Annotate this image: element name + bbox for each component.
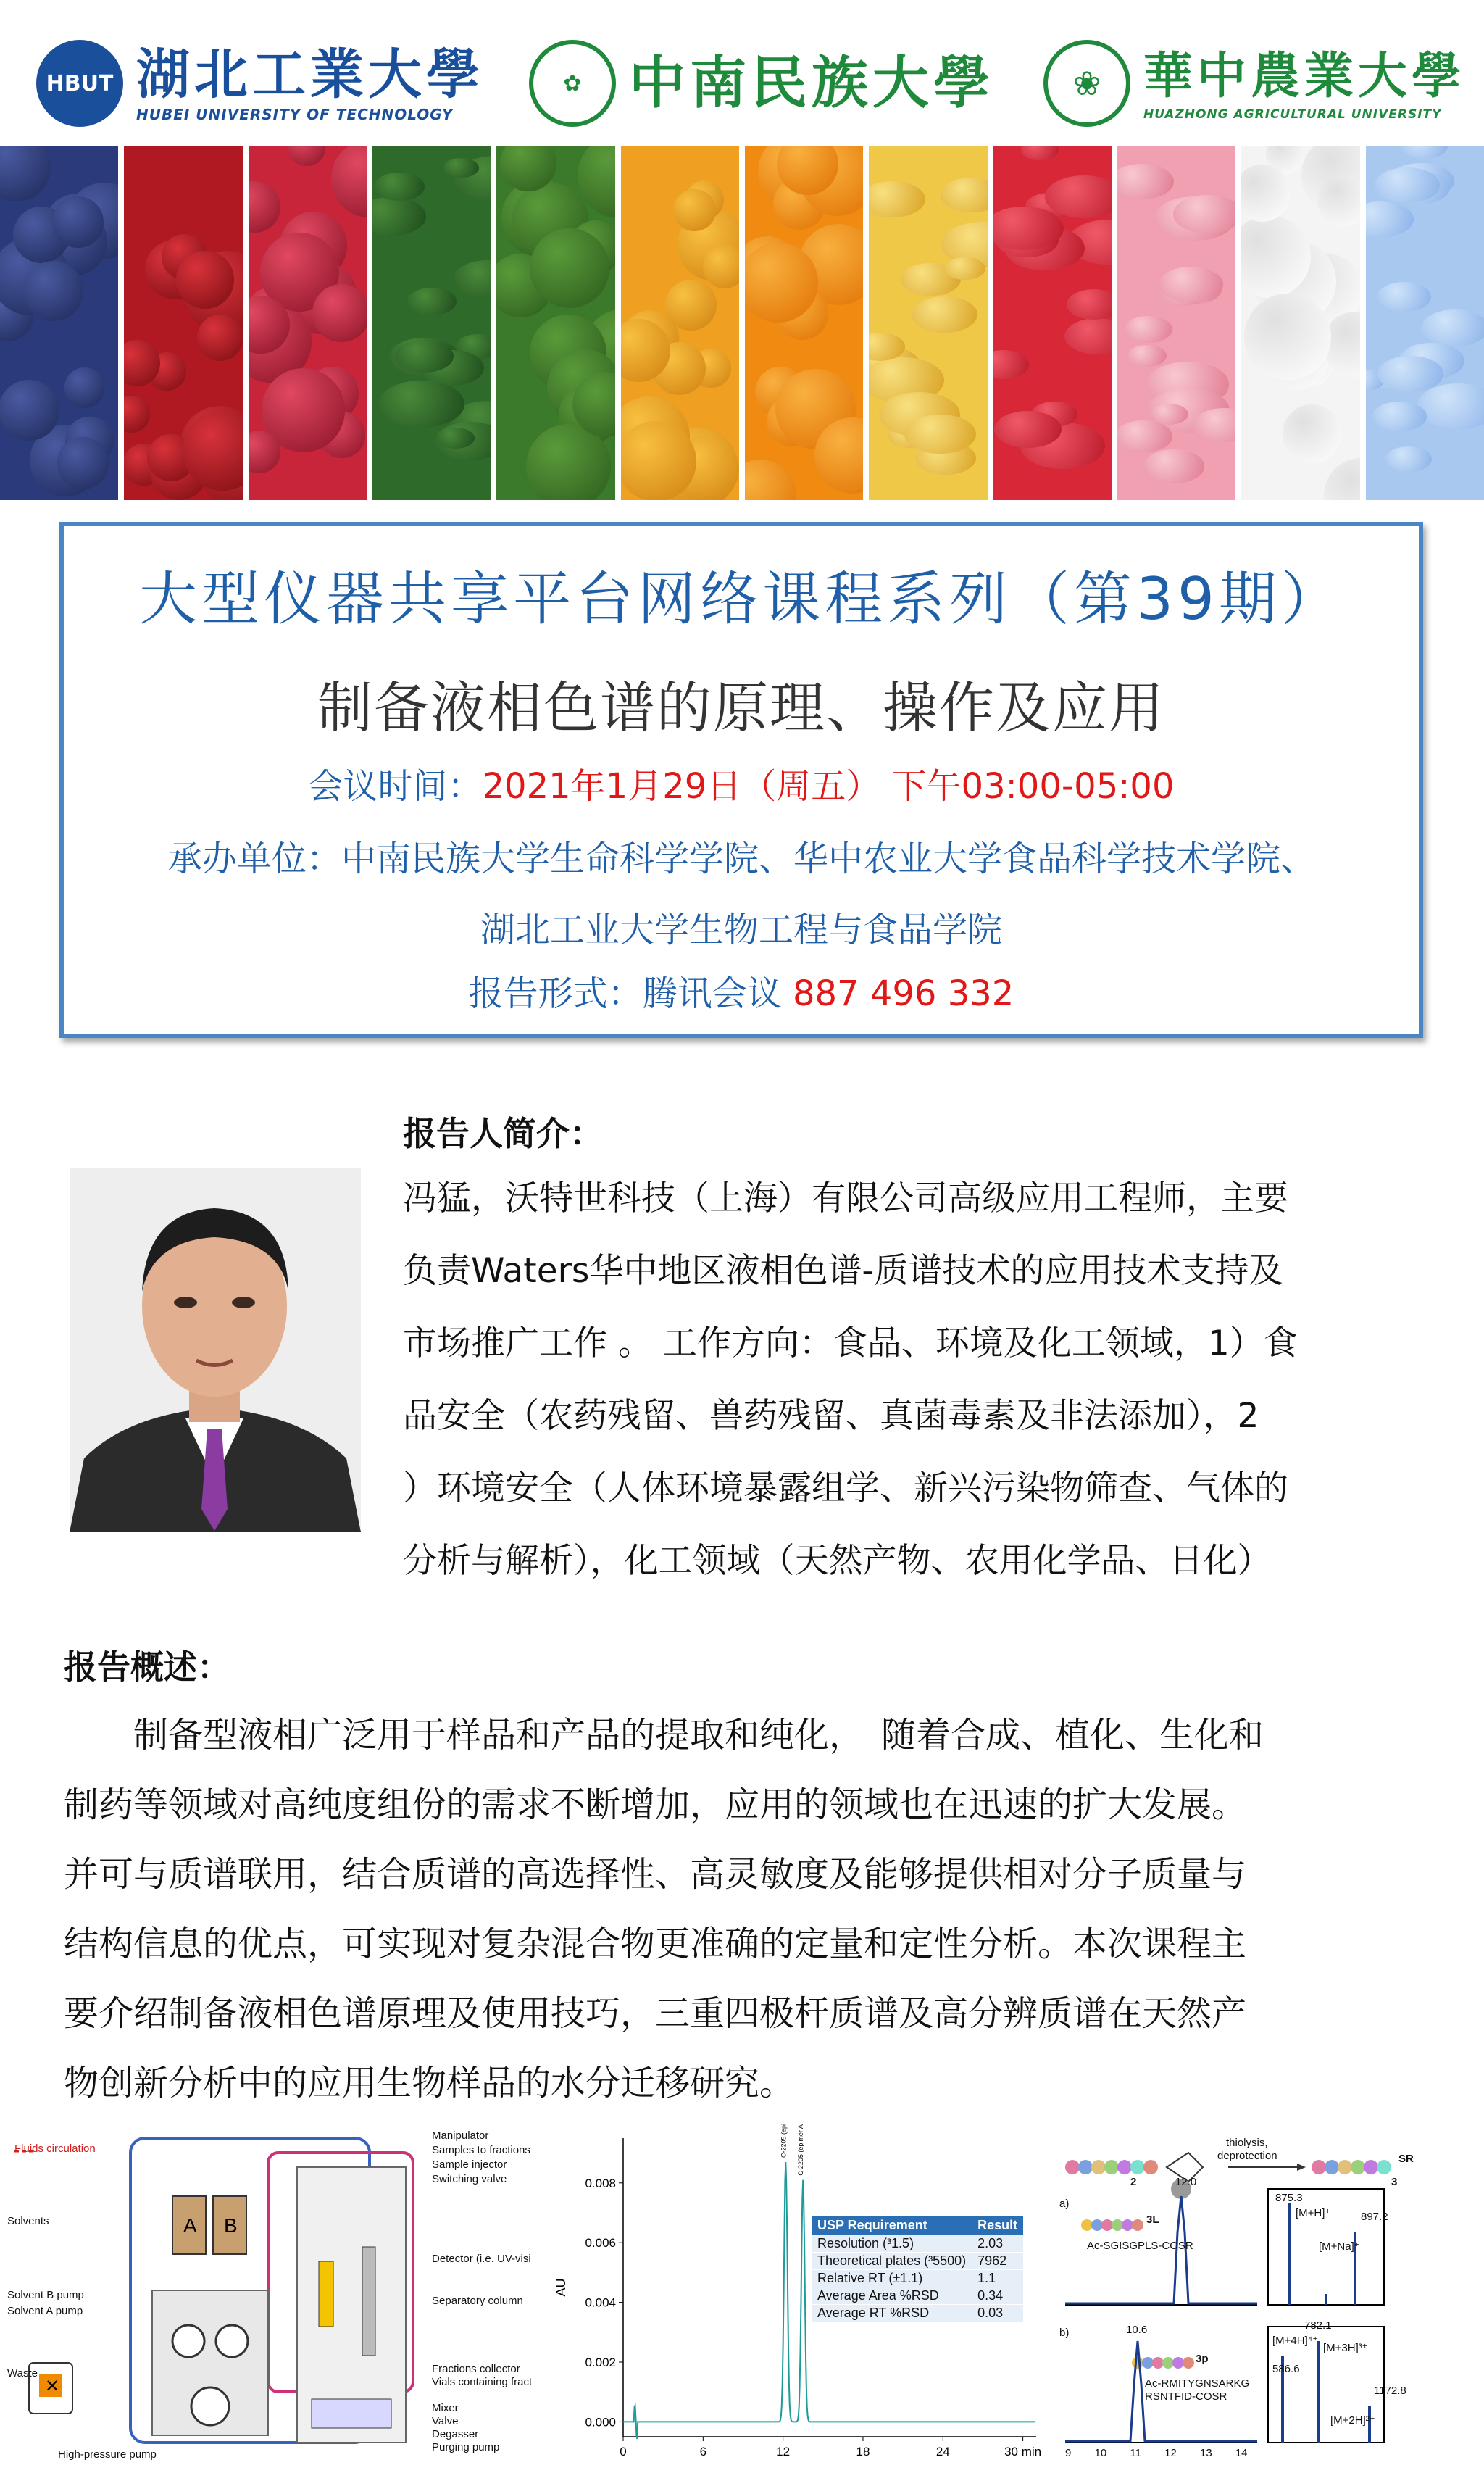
banner-item xyxy=(1385,446,1433,473)
hazard-icon: ✕ xyxy=(45,2376,60,2396)
arrow-label-bottom: deprotection xyxy=(1217,2150,1277,2162)
fig1-label: Sample injector xyxy=(432,2158,507,2171)
banner-item xyxy=(1127,345,1167,367)
usp-cell: Relative RT (±1.1) xyxy=(812,2270,972,2287)
banner-item xyxy=(176,251,233,308)
y-tick-label: 0.008 xyxy=(585,2176,616,2190)
banner-item xyxy=(378,381,464,428)
meeting-time-value: 2021年1月29日（周五） 下午03:00-05:00 xyxy=(482,766,1175,807)
fig1-label: Manipulator xyxy=(432,2129,489,2142)
banner-strip-oranges xyxy=(739,146,863,500)
bottle-a-label: A xyxy=(183,2214,197,2237)
fig1-label: Degasser xyxy=(432,2428,479,2440)
speaker-bio xyxy=(403,1163,1461,1597)
format-platform: 腾讯会议 xyxy=(642,973,793,1014)
x-tick-label: 18 xyxy=(856,2445,870,2459)
table-row xyxy=(812,2305,1023,2322)
tick-label: 11 xyxy=(1130,2447,1141,2459)
logo-hubei-university xyxy=(36,29,484,138)
fig1-label: Fractions collector xyxy=(432,2363,520,2375)
tick-label: 14 xyxy=(1235,2447,1248,2459)
banner-item xyxy=(1064,318,1112,354)
banner-item xyxy=(994,411,1062,448)
speaker-bio-line: 市场推广工作 。 工作方向：食品、环境及化工领域，1）食 xyxy=(403,1323,1298,1363)
banner-item xyxy=(288,146,325,166)
y-tick-label: 0.002 xyxy=(585,2356,616,2369)
fig1-label: Solvent A pump xyxy=(7,2305,83,2317)
usp-cell: Average RT %RSD xyxy=(812,2305,972,2322)
logo-scuec-cn: 中南民族大學 xyxy=(629,50,995,116)
banner-strip-raspberries xyxy=(243,146,367,500)
banner-item xyxy=(118,396,150,433)
usp-cell: 2.03 xyxy=(972,2235,1023,2253)
banner-item xyxy=(1124,316,1172,343)
prep-lc-schematic xyxy=(7,2124,565,2464)
banner-item xyxy=(1235,165,1291,223)
compound-2-label: 2 xyxy=(1130,2176,1137,2188)
summary-line: 结构信息的优点，可实现对复杂混合物更准确的定量和定性分析。本次课程主 xyxy=(64,1924,1247,1964)
speaker-bio-line: 品安全（农药残留、兽药残留、真菌毒素及非法添加），2 xyxy=(403,1396,1259,1436)
banner-strip-capsules xyxy=(863,146,987,500)
format-label: 报告形式： xyxy=(468,973,643,1014)
ms-peak-label: [M+H]⁺ xyxy=(1296,2207,1331,2219)
banner-item xyxy=(530,228,609,308)
panel-a-compound: 3L xyxy=(1146,2214,1159,2226)
banner-item xyxy=(1283,404,1341,463)
panel-b-label: b) xyxy=(1059,2327,1070,2339)
x-tick-label: 24 xyxy=(935,2445,950,2459)
banner-item xyxy=(1112,164,1175,199)
ms-peak-label: 875.3 xyxy=(1275,2192,1303,2204)
banner-item xyxy=(863,181,925,218)
tick-label: 13 xyxy=(1199,2447,1212,2459)
banner-item xyxy=(454,260,491,298)
ms-peak-label: [M+Na]⁺ xyxy=(1319,2240,1360,2253)
panel-b-peak: 10.6 xyxy=(1126,2324,1148,2336)
panel-b-compound: 3p xyxy=(1196,2353,1209,2365)
banner-item xyxy=(988,207,1064,250)
table-row xyxy=(812,2253,1023,2270)
summary-line: 制备型液相广泛用于样品和产品的提取和纯化， 随着合成、植化、生化和 xyxy=(64,1715,1264,1755)
banner-item xyxy=(64,367,105,408)
banner-item xyxy=(367,197,426,236)
bottle-b-label: B xyxy=(224,2214,238,2237)
logo-huazhong-agricultural xyxy=(1043,29,1465,138)
fig1-label: Valve xyxy=(432,2415,459,2427)
sr-label: SR xyxy=(1398,2153,1414,2165)
panel-b-sequence: RSNTFID-COSR xyxy=(1145,2390,1227,2403)
panel-b-beads xyxy=(1132,2357,1194,2369)
hzau-seal-icon: ❀ xyxy=(1043,40,1130,127)
logo-hzau-cn: 華中農業大學 xyxy=(1143,47,1466,105)
banner-item xyxy=(1421,309,1484,346)
banner-item xyxy=(0,146,51,201)
banner-item xyxy=(673,189,716,232)
ms-peak-label: 897.2 xyxy=(1361,2211,1388,2223)
summary-line: 并可与质谱联用，结合质谱的高选择性、高灵敏度及能够提供相对分子质量与 xyxy=(64,1854,1247,1895)
banner-item xyxy=(1377,356,1443,392)
ms-peak-label: 1172.8 xyxy=(1374,2385,1406,2397)
banner-strip-apricots xyxy=(615,146,739,500)
speaker-heading: 报告人简介： xyxy=(403,1114,603,1153)
organizers-line1: 中南民族大学生命科学学院、华中农业大学食品科学技术学院、 xyxy=(341,839,1316,879)
banner-item xyxy=(1417,383,1484,429)
x-tick-label: 30 min xyxy=(1004,2445,1042,2459)
banner-item xyxy=(374,173,425,200)
meeting-time xyxy=(64,758,1419,808)
banner-item xyxy=(331,146,367,217)
arrow-label-top: thiolysis, xyxy=(1226,2137,1268,2149)
panel-b-sequence: Ac-RMITYGNSARKG xyxy=(1145,2377,1250,2390)
tick-label: 10 xyxy=(1094,2447,1107,2459)
logo-hzau-en: HUAZHONG AGRICULTURAL UNIVERSITY xyxy=(1143,107,1442,122)
logo-scuec xyxy=(529,29,994,138)
banner-item xyxy=(312,284,367,342)
food-and-pills-banner xyxy=(0,146,1484,500)
speaker-photo xyxy=(70,1168,361,1532)
usp-cell: Average Area %RSD xyxy=(812,2287,972,2305)
banner-item xyxy=(739,460,796,500)
banner-item xyxy=(197,315,243,361)
banner-strip-red-pills xyxy=(988,146,1112,500)
panel-a-sequence: Ac-SGISGPLS-COSR xyxy=(1087,2240,1193,2252)
fig1-label: Solvent B pump xyxy=(7,2289,84,2301)
panel-a-label: a) xyxy=(1059,2198,1070,2210)
banner-item xyxy=(1067,289,1112,319)
usp-cell: Resolution (³1.5) xyxy=(812,2235,972,2253)
banner-item xyxy=(52,196,103,247)
meeting-format xyxy=(64,965,1419,1015)
banner-strip-cherries xyxy=(118,146,242,500)
y-tick-label: 0.000 xyxy=(585,2415,616,2430)
ms-peak-label: [M+3H]³⁺ xyxy=(1323,2342,1368,2354)
banner-item xyxy=(1360,201,1414,237)
summary-text xyxy=(64,1700,1470,2118)
hubei-seal-icon: HBUT xyxy=(36,40,123,127)
banner-item xyxy=(395,340,454,373)
banner-strip-broccoli xyxy=(491,146,614,500)
banner-item xyxy=(904,415,976,454)
speaker-bio-line: 分析与解析），化工领域（天然产物、农用化学品、日化） xyxy=(403,1541,1272,1581)
meeting-number: 887 496 332 xyxy=(792,973,1014,1014)
series-title: 大型仪器共享平台网络课程系列（第39期） xyxy=(139,565,1343,633)
banner-item xyxy=(436,428,475,449)
fig1-label: Samples to fractions xyxy=(432,2144,530,2156)
speaker-bio-line: 负责Waters华中地区液相色谱-质谱技术的应用技术支持及 xyxy=(403,1251,1283,1291)
speaker-bio-line: ）环境安全（人体环境暴露组学、新兴污染物筛查、气体的 xyxy=(403,1468,1288,1508)
usp-cell: Theoretical plates (³5500) xyxy=(812,2253,972,2270)
banner-item xyxy=(665,280,716,331)
compound-3-label: 3 xyxy=(1391,2176,1398,2188)
tick-label: 12 xyxy=(1164,2447,1177,2459)
banner-item xyxy=(1375,167,1440,203)
peak-label: C-2205 (epimer A) xyxy=(797,2124,805,2176)
banner-strip-pink-pills xyxy=(1112,146,1235,500)
banner-item xyxy=(1324,458,1360,500)
x-tick-label: 0 xyxy=(620,2445,627,2459)
banner-item xyxy=(912,296,977,333)
ms-peak-label: [M+4H]⁴⁺ xyxy=(1272,2335,1319,2347)
peptide-beads-top xyxy=(1065,2160,1158,2174)
banner-item xyxy=(941,178,988,212)
banner-strip-blueberries xyxy=(0,146,118,500)
summary-line: 要介绍制备液相色谱原理及使用技巧，三重四极杆质谱及高分辨质谱在天然产 xyxy=(64,1993,1247,2034)
ms-peak-label: 782.1 xyxy=(1304,2319,1332,2332)
peak-label: C-2205 (epimer B) xyxy=(780,2124,788,2158)
fig1-label: High-pressure pump xyxy=(58,2448,157,2461)
banner-item xyxy=(1244,294,1331,381)
organizers-line2: 湖北工业大学生物工程与食品学院 xyxy=(480,910,1002,950)
banner-item xyxy=(703,245,739,288)
organizers xyxy=(64,831,1419,881)
usp-cell: 7962 xyxy=(972,2253,1023,2270)
scuec-seal-icon: ✿ xyxy=(529,40,616,127)
panel-a-beads xyxy=(1081,2219,1143,2231)
event-title-box xyxy=(59,522,1423,1038)
y-tick-label: 0.006 xyxy=(585,2236,616,2250)
banner-item xyxy=(23,261,83,321)
table-row xyxy=(812,2287,1023,2305)
banner-strip-cucumbers xyxy=(367,146,491,500)
banner-item xyxy=(1377,282,1431,312)
chromatogram-chart xyxy=(536,2124,1043,2464)
banner-item xyxy=(1372,402,1427,431)
tick-label: 9 xyxy=(1065,2447,1072,2459)
usp-header: Result xyxy=(972,2216,1023,2235)
fig1-label: Detector (i.e. UV-visi xyxy=(432,2253,531,2265)
fig1-label: Fluids circulation xyxy=(14,2142,96,2155)
banner-strip-blue-pills xyxy=(1360,146,1484,500)
y-tick-label: 0.004 xyxy=(585,2295,616,2310)
banner-item xyxy=(944,257,985,280)
summary-heading: 报告概述： xyxy=(64,1647,230,1687)
usp-table xyxy=(812,2216,1023,2322)
banner-item xyxy=(243,181,281,233)
usp-header: USP Requirement xyxy=(812,2216,972,2235)
fig1-label: Solvents xyxy=(7,2215,49,2227)
usp-cell: 0.03 xyxy=(972,2305,1023,2322)
banner-item xyxy=(57,437,109,489)
summary-line: 制药等领域对高纯度组份的需求不断增加，应用的领域也在迅速的扩大发展。 xyxy=(64,1784,1247,1825)
x-tick-label: 6 xyxy=(699,2445,707,2459)
table-row xyxy=(812,2270,1023,2287)
usp-table-box xyxy=(812,2216,1023,2322)
banner-item xyxy=(243,431,280,473)
peptide-beads-product xyxy=(1312,2160,1391,2174)
banner-item xyxy=(407,288,457,315)
peptide-lcms-figure xyxy=(1058,2124,1478,2464)
usp-cell: 0.34 xyxy=(972,2287,1023,2305)
organizers-label: 承办单位： xyxy=(167,839,341,879)
ms-peak-label: [M+2H]²⁺ xyxy=(1330,2414,1375,2427)
fig3-axis-ticks xyxy=(1065,2447,1248,2459)
table-row xyxy=(812,2235,1023,2253)
meeting-time-label: 会议时间： xyxy=(308,766,483,807)
x-tick-label: 12 xyxy=(776,2445,791,2459)
banner-item xyxy=(1021,146,1058,160)
usp-cell: 1.1 xyxy=(972,2270,1023,2287)
panel-a-peak: 12.0 xyxy=(1175,2176,1197,2188)
banner-item xyxy=(616,421,696,500)
banner-item xyxy=(1114,420,1172,452)
banner-strip-white-tablets xyxy=(1235,146,1359,500)
banner-item xyxy=(1401,146,1448,159)
summary-line: 物创新分析中的应用生物样品的水分迁移研究。 xyxy=(64,2063,795,2103)
y-axis-label: AU xyxy=(554,2278,568,2297)
banner-item xyxy=(1173,195,1235,233)
fig1-label: Vials containing fract xyxy=(432,2376,533,2388)
fig1-label: Purging pump xyxy=(432,2441,500,2453)
banner-item xyxy=(443,158,479,178)
banner-item xyxy=(739,243,818,323)
fig1-label: Waste xyxy=(7,2367,38,2380)
fig1-label: Separatory column xyxy=(432,2295,523,2307)
banner-item xyxy=(988,350,1029,378)
fig1-label: Mixer xyxy=(432,2402,459,2414)
logo-hubei-cn: 湖北工業大學 xyxy=(136,43,484,106)
banner-item xyxy=(0,380,59,441)
ms-peak-label: 586.6 xyxy=(1272,2363,1300,2375)
speaker-bio-line: 冯猛，沃特世科技（上海）有限公司高级应用工程师，主要 xyxy=(403,1179,1288,1218)
logo-hubei-en: HUBEI UNIVERSITY OF TECHNOLOGY xyxy=(136,106,454,123)
banner-item xyxy=(1143,449,1205,483)
lecture-title: 制备液相色谱的原理、操作及应用 xyxy=(317,676,1165,740)
fig1-label: Switching valve xyxy=(432,2173,507,2185)
banner-item xyxy=(1159,267,1223,302)
